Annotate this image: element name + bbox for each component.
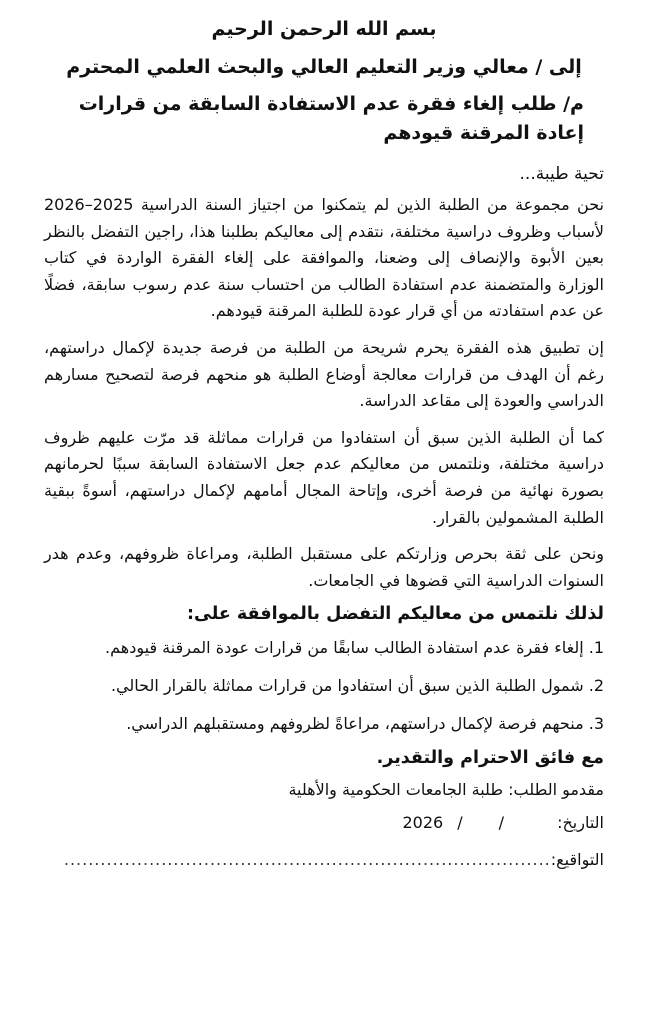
- body-paragraph: ونحن على ثقة بحرص وزارتكم على مستقبل الطلبة، ومراعاة ظروفهم، وعدم هدر السنوات الدراسية التي قضوها في الجامعات.: [44, 544, 604, 590]
- date-month-slot: [463, 813, 499, 832]
- signatures-dotted-line: ................................................................................: [63, 850, 551, 870]
- date-separator: /: [498, 813, 504, 833]
- signatures-label: التواقيع:: [550, 850, 604, 870]
- subject-line: م/ طلب إلغاء فقرة عدم الاستفادة السابقة من قرارات إعادة المرقنة قيودهم: [78, 93, 584, 144]
- greeting: تحية طيبة...: [519, 164, 604, 184]
- submitters-line: مقدمو الطلب: طلبة الجامعات الحكومية والأهلية: [288, 780, 604, 800]
- request-item: 2. شمول الطلبة الذين سبق أن استفادوا من قرارات مماثلة بالقرار الحالي.: [110, 676, 604, 696]
- date-separator: /: [457, 813, 463, 833]
- body-paragraph: إن تطبيق هذه الفقرة يحرم شريحة من الطلبة من فرصة جديدة لإكمال دراستهم، رغم أن الهدف من قرارات معالجة أوضاع الطلبة هو منحهم فرصة لتصحيح مسارهم الدراسي والعودة إلى مقاعد الدراسة.: [44, 337, 604, 411]
- date-label: التاريخ:: [557, 813, 604, 833]
- body-paragraph: نحن مجموعة من الطلبة الذين لم يتمكنوا من اجتياز السنة الدراسية 2025–2026 لأسباب وظروف دراسية مختلفة، نتقدم إلى معاليكم بطلبنا هذا، راجين التفضل بالنظر بعين الأبوة والإنصاف إلى وضعنا، والموافقة على إلغاء الفقرة الواردة في كتاب الوزارة والمتضمنة عدم استفادة الطالب من احتساب سنة عدم رسوب سابقة، فضلًا عن عدم استفادته من أي قرار عودة للطلبة المرقنة قيودهم.: [44, 195, 604, 321]
- date-line: [44, 813, 604, 832]
- basmala-heading: بسم الله الرحمن الرحيم: [211, 18, 437, 40]
- date-year: 2026: [402, 813, 444, 833]
- request-heading: لذلك نلتمس من معاليكم التفضل بالموافقة على:: [187, 604, 604, 625]
- body-paragraph: كما أن الطلبة الذين سبق أن استفادوا من قرارات مماثلة قد مرّت عليهم ظروف دراسية مختلفة، ونلتمس من معاليكم عدم جعل الاستفادة السابقة سببًا لحرمانهم بصورة نهائية من فرصة أخرى، وإتاحة المجال أمامهم لإكمال دراستهم، أسوةً ببقية الطلبة المشمولين بالقرار.: [44, 427, 604, 527]
- request-item: 3. منحهم فرصة لإكمال دراستهم، مراعاةً لظروفهم ومستقبلهم الدراسي.: [126, 714, 604, 734]
- addressee-line: إلى / معالي وزير التعليم العالي والبحث العلمي المحترم: [66, 56, 582, 78]
- closing-line: مع فائق الاحترام والتقدير.: [376, 748, 604, 769]
- date-day-slot: [504, 813, 540, 832]
- signatures-line: [44, 850, 604, 869]
- request-item: 1. إلغاء فقرة عدم استفادة الطالب سابقًا من قرارات عودة المرقنة قيودهم.: [105, 638, 604, 658]
